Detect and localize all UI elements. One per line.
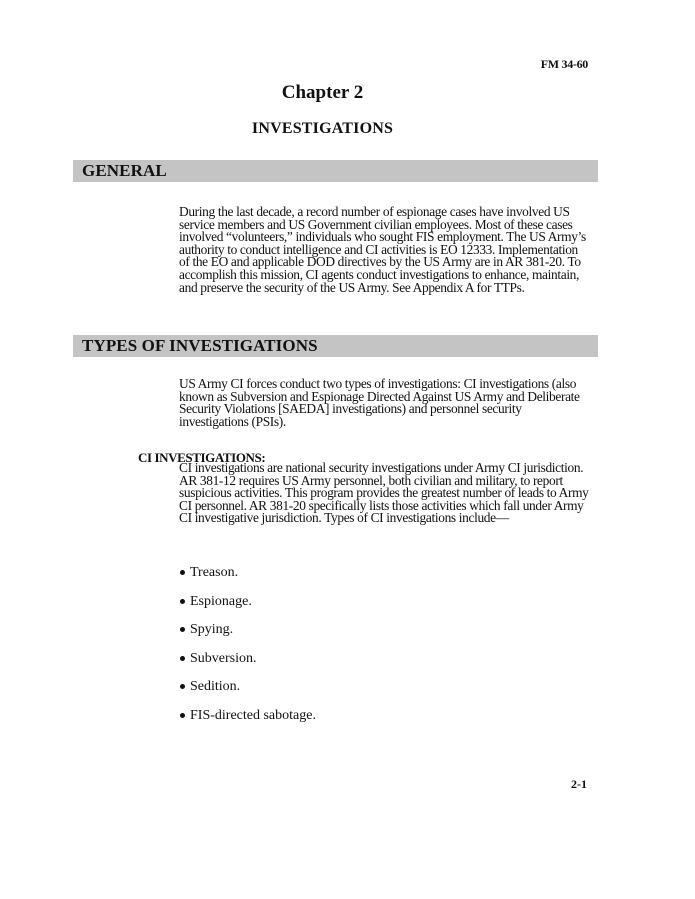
list-item-text: Treason. [190, 565, 239, 580]
list-item [180, 593, 316, 622]
bullet-icon [180, 570, 185, 575]
list-item [180, 621, 316, 650]
list-item-text: Espionage. [190, 593, 252, 609]
ci-investigations-paragraph: CI investigations are national security investigations under Army CI jurisdiction. AR 381-12 requires US Army personnel, both civilian and military, to report suspicious activities. This program provides the greatest number of leads to Army CI personnel. AR 381-20 specifically lists those activities which fall under Army CI investigative jurisdiction. Types of CI investigations include— [179, 460, 589, 526]
chapter-subtitle: INVESTIGATIONS [251, 120, 394, 137]
list-item-text: Subversion. [190, 650, 257, 666]
list-item [180, 564, 316, 593]
list-item-text: Sedition. [190, 679, 241, 695]
field-manual-reference: FM 34-60 [540, 57, 588, 71]
list-item [180, 650, 316, 679]
bullet-icon [180, 627, 185, 632]
list-item [180, 707, 316, 736]
ci-investigations-subheading: CI INVESTIGATIONS: [138, 450, 266, 465]
section-heading-types: TYPES OF INVESTIGATIONS [82, 336, 318, 355]
list-item-text: FIS-directed sabotage. [190, 707, 316, 723]
ci-investigation-types-list [180, 564, 316, 736]
section-heading-general: GENERAL [82, 161, 167, 180]
general-paragraph: During the last decade, a record number of espionage cases have involved US service members and US Government civilian employees. Most of these cases involved “volunteers,” individuals who sought FIS employment. The US Army’s authority to conduct intelligence and CI activities is EO 12333. Implementation of the EO and applicable DOD directives by the US Army are in AR 381-20. To accomplish this mission, CI agents conduct investigations to enhance, maintain, and preserve the security of the US Army. See Appendix A for TTPs. [179, 204, 586, 295]
list-item-text: Spying. [190, 622, 234, 638]
page-number: 2-1 [571, 777, 587, 791]
chapter-title: Chapter 2 [281, 82, 364, 103]
bullet-icon [180, 713, 185, 718]
section-header-general [73, 160, 598, 182]
list-item [180, 678, 316, 707]
bullet-icon [180, 656, 185, 661]
bullet-icon [180, 684, 185, 689]
bullet-icon [180, 599, 185, 604]
types-paragraph: US Army CI forces conduct two types of investigations: CI investigations (also known as Subversion and Espionage Directed Against US Army and Deliberate Security Violations [SAEDA] investigations) and personnel security investigations (PSIs). [179, 376, 580, 429]
section-header-types-of-investigations [73, 335, 598, 357]
